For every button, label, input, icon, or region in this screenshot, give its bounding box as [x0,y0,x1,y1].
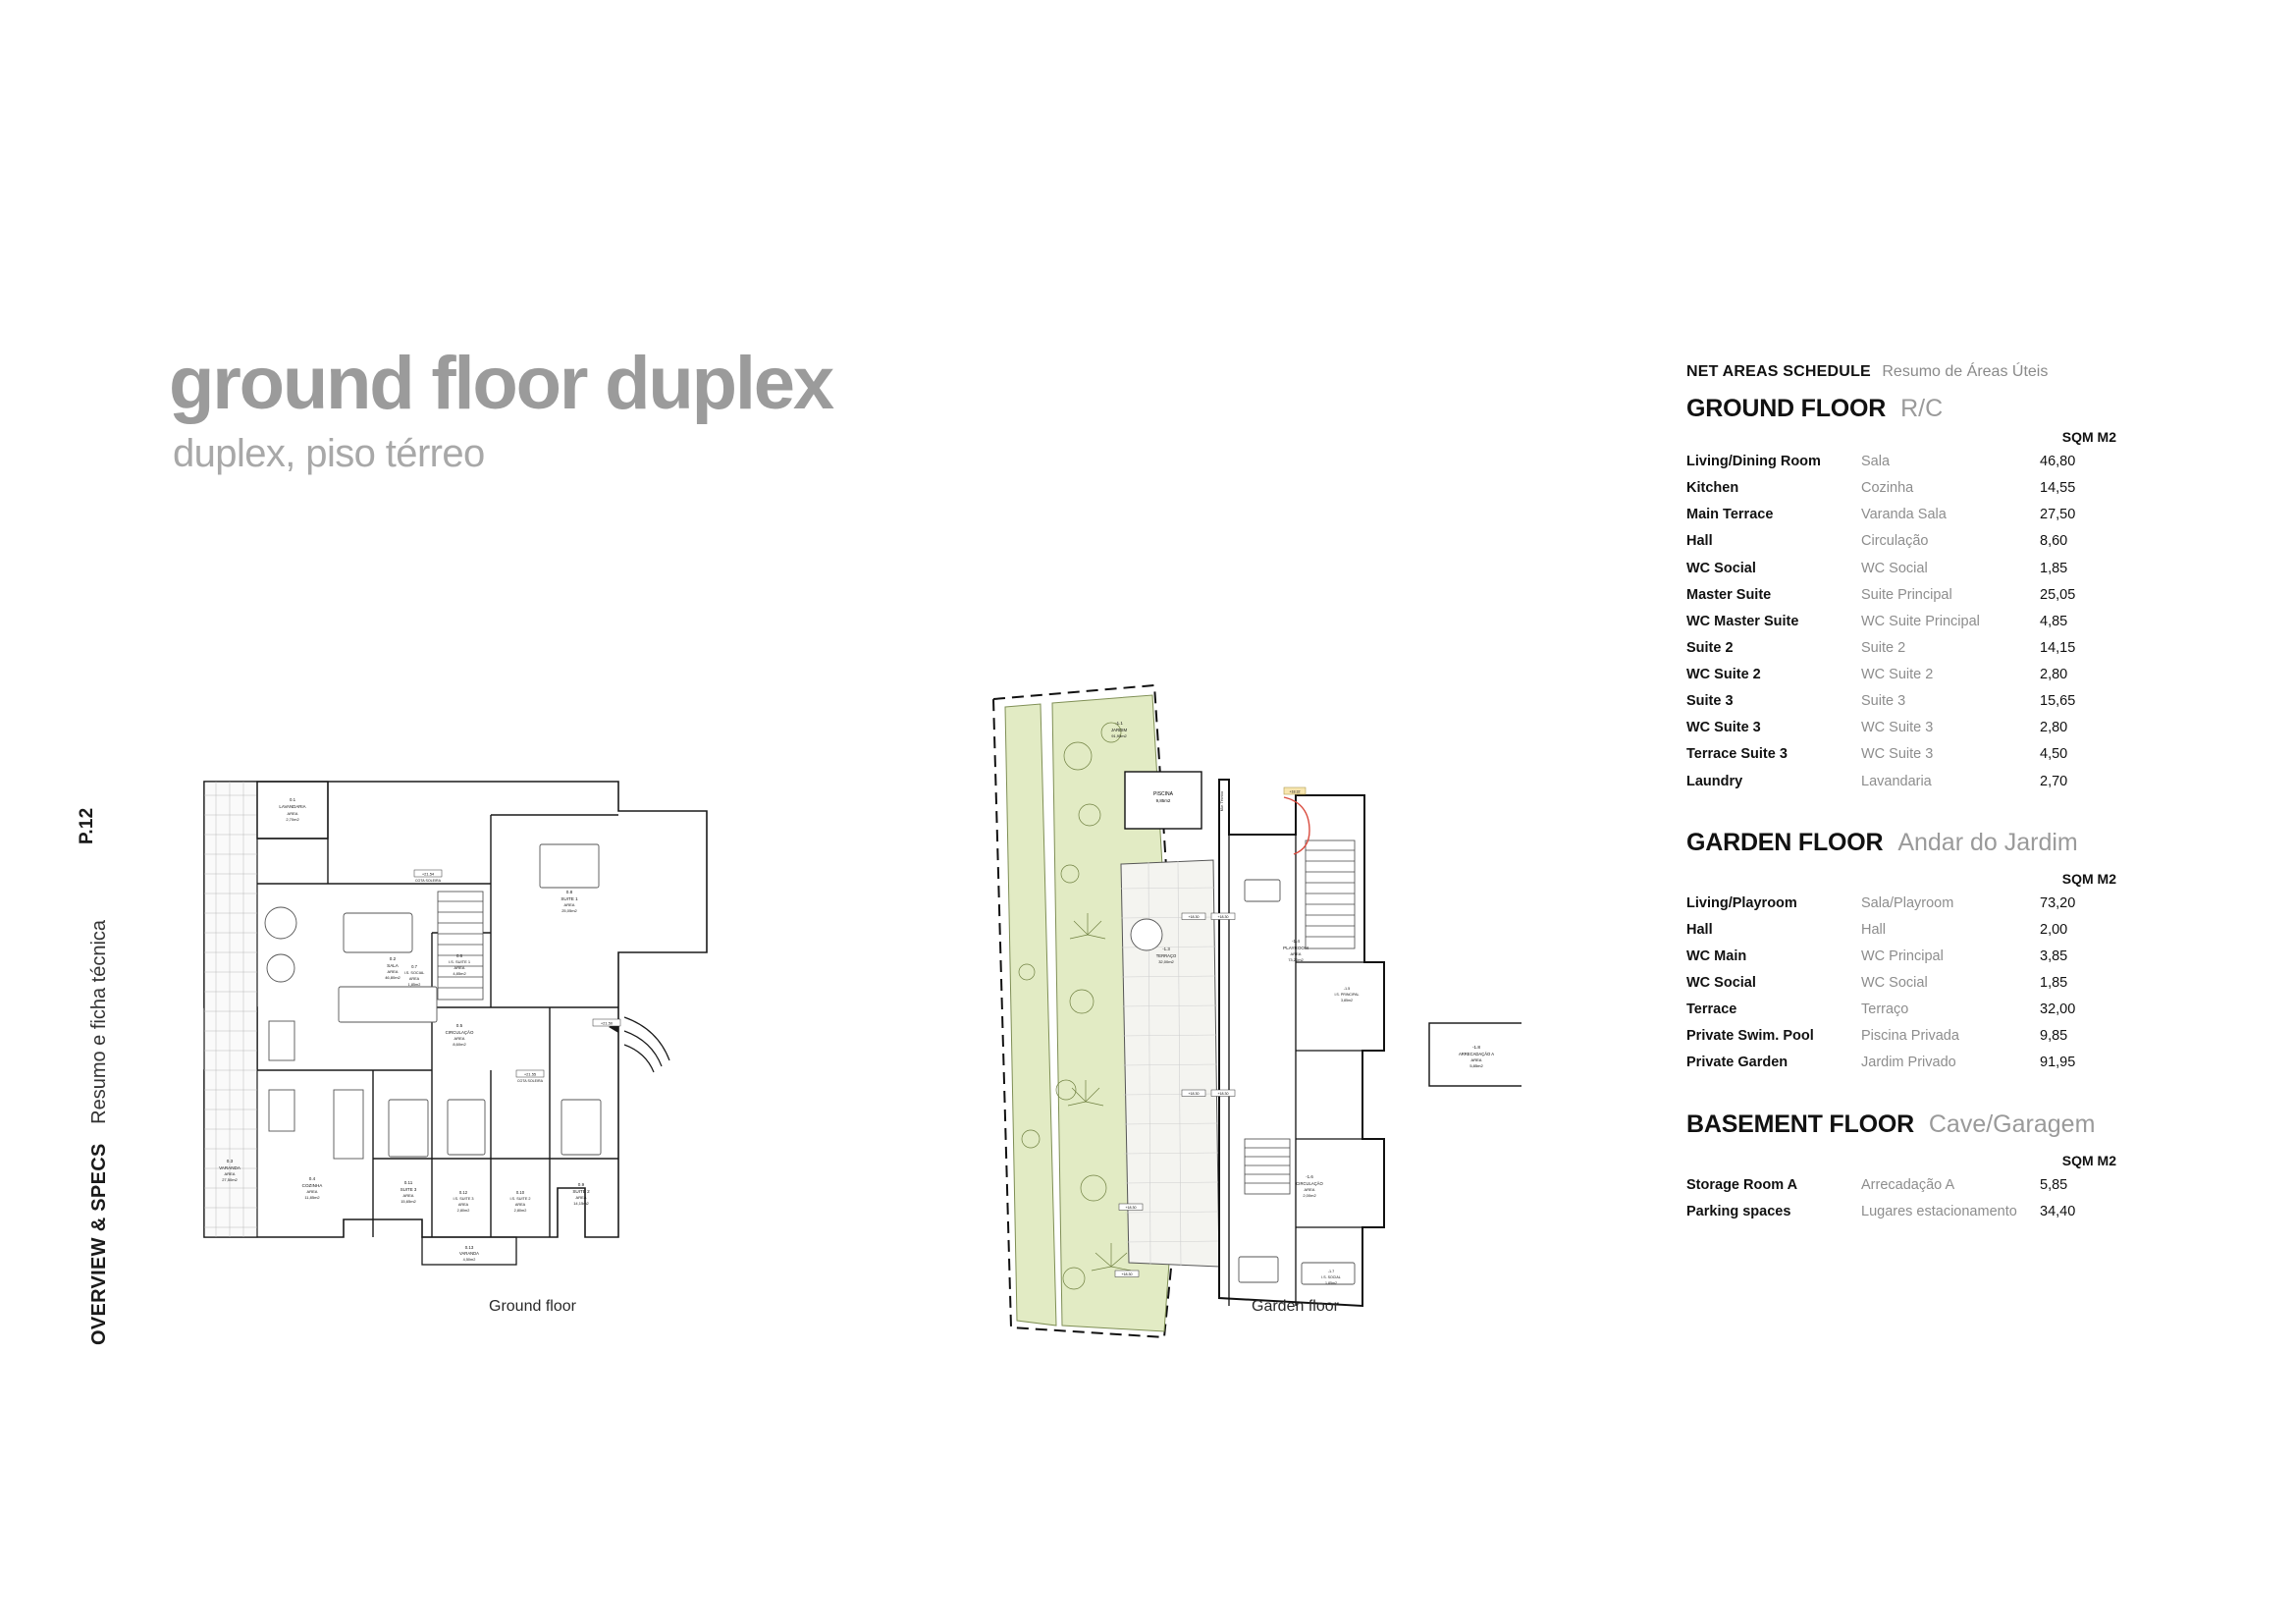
table-row: Living/Playroom Sala/Playroom 73,20 [1686,894,2076,911]
svg-text:I.S. SUITE 1: I.S. SUITE 1 [448,959,471,964]
svg-text:SUITE 3: SUITE 3 [400,1187,417,1192]
svg-text:0.8: 0.8 [565,890,573,894]
svg-text:27,50m2: 27,50m2 [222,1177,238,1182]
svg-text:+21.54: +21.54 [421,871,435,877]
svg-text:+18.30: +18.30 [1217,1092,1229,1096]
svg-text:1,85m2: 1,85m2 [407,983,421,987]
svg-text:TERRAÇO: TERRAÇO [1155,953,1177,958]
svg-text:COTA SOLEIRA: COTA SOLEIRA [414,879,442,883]
svg-text:I.S. SUITE 2: I.S. SUITE 2 [509,1197,531,1201]
svg-text:15,65m2: 15,65m2 [400,1199,416,1204]
svg-text:AREA: AREA [402,1193,414,1198]
svg-text:I.S. SOCIAL: I.S. SOCIAL [403,971,425,975]
svg-text:I.S. SOCIAL: I.S. SOCIAL [1321,1275,1341,1279]
svg-text:32,00m2: 32,00m2 [1158,959,1174,964]
table-row: WC Social WC Social 1,85 [1686,975,2068,991]
table-row: Kitchen Cozinha 14,55 [1686,480,2076,497]
svg-text:CIRCULAÇÃO: CIRCULAÇÃO [1296,1181,1323,1186]
sqm-label-ground: SQM M2 [2061,429,2116,445]
table-row: Hall Circulação 8,60 [1686,533,2068,550]
title-block [169,342,1249,476]
svg-text:-1.4: -1.4 [1292,939,1300,944]
svg-text:-1.1: -1.1 [1115,721,1123,726]
table-row: Main Terrace Varanda Sala 27,50 [1686,507,2076,523]
svg-text:PLAYROOM: PLAYROOM [1283,946,1308,950]
section-title-garden-en: GARDEN FLOOR [1686,828,1884,856]
svg-text:AREA: AREA [1290,951,1302,956]
svg-text:8,60m2: 8,60m2 [453,1042,466,1047]
svg-text:AREA: AREA [575,1195,587,1200]
svg-text:PISCINA: PISCINA [1152,791,1174,797]
svg-text:-1.6: -1.6 [1306,1174,1313,1179]
svg-text:I.S. SUITE 3: I.S. SUITE 3 [453,1197,474,1201]
svg-text:LAVANDARIA: LAVANDARIA [279,804,306,809]
svg-text:-1.8: -1.8 [1472,1045,1480,1050]
svg-text:VARANDA: VARANDA [459,1251,479,1256]
svg-text:I.S. PRINCIPAL: I.S. PRINCIPAL [1334,993,1360,997]
section-title-ground-pt: R/C [1900,395,1944,422]
svg-text:+18.30: +18.30 [1121,1272,1133,1276]
areas-table-garden [1686,891,2158,1077]
svg-text:AREA: AREA [514,1203,526,1207]
svg-text:+18.32: +18.32 [1289,789,1301,794]
svg-text:VARANDA: VARANDA [219,1165,240,1170]
table-row: WC Master Suite WC Suite Principal 4,85 [1686,613,2068,629]
svg-text:11,85m2: 11,85m2 [304,1195,320,1200]
svg-text:9,85m2: 9,85m2 [1155,798,1171,803]
svg-text:AREA: AREA [287,811,298,816]
section-title-garden [1686,829,2158,857]
spacer [1686,795,2158,829]
ground-floor-plan [196,776,825,1267]
svg-text:1,85m2: 1,85m2 [1325,1281,1337,1285]
net-areas-schedule [1686,363,2158,1225]
svg-text:2,70m2: 2,70m2 [286,817,299,822]
svg-text:Mur. Técnico: Mur. Técnico [1220,790,1224,812]
section-title-basement-en: BASEMENT FLOOR [1686,1110,1914,1138]
schedule-header [1686,363,2158,381]
svg-text:25,05m2: 25,05m2 [561,908,577,913]
table-row: Terrace Terraço 32,00 [1686,1001,2076,1018]
svg-text:-1.5: -1.5 [1343,987,1351,991]
left-rail [0,0,128,1624]
svg-text:AREA: AREA [563,902,575,907]
section-label [88,920,111,1345]
section-title-basement [1686,1110,2158,1139]
areas-table-basement [1686,1172,2158,1225]
svg-text:0.3: 0.3 [226,1159,234,1164]
table-row: WC Main WC Principal 3,85 [1686,947,2068,964]
svg-text:0.9: 0.9 [577,1182,585,1187]
table-row: Suite 3 Suite 3 15,65 [1686,693,2076,710]
page-title: ground floor duplex [169,342,832,425]
svg-text:AREA: AREA [224,1171,236,1176]
svg-text:AREA: AREA [306,1189,318,1194]
svg-text:3,85m2: 3,85m2 [1341,999,1353,1002]
table-row: Living/Dining Room Sala 46,80 [1686,454,2076,469]
table-row: Suite 2 Suite 2 14,15 [1686,639,2076,656]
ground-floor-caption: Ground floor [489,1298,576,1315]
garden-floor-plan [972,677,1522,1345]
svg-text:46,80m2: 46,80m2 [385,975,400,980]
table-row: Terrace Suite 3 WC Suite 3 4,50 [1686,746,2068,763]
svg-text:COZINHA: COZINHA [301,1183,323,1188]
table-row: Hall Hall 2,00 [1686,921,2068,938]
sqm-label-basement: SQM M2 [2061,1152,2116,1168]
svg-text:5,85m2: 5,85m2 [1469,1063,1483,1068]
svg-text:0.2: 0.2 [389,956,397,961]
svg-text:+18.30: +18.30 [1188,915,1200,919]
section-title-ground [1686,395,2158,423]
svg-text:-1.3: -1.3 [1162,947,1170,951]
svg-text:0.11: 0.11 [403,1180,413,1185]
page-subtitle: duplex, piso térreo [173,431,485,475]
svg-text:4,50m2: 4,50m2 [462,1258,476,1262]
table-row: WC Suite 3 WC Suite 3 2,80 [1686,720,2068,736]
plan-room-code: 0.1 [289,797,296,802]
svg-text:2,80m2: 2,80m2 [456,1209,470,1213]
svg-text:0.13: 0.13 [464,1245,474,1250]
garden-floor-caption: Garden floor [1252,1298,1339,1315]
section-title-basement-pt: Cave/Garagem [1928,1110,2096,1138]
schedule-header-en: NET AREAS SCHEDULE [1686,363,1871,380]
table-row: Private Garden Jardim Privado 91,95 [1686,1055,2076,1071]
svg-text:CIRCULAÇÃO: CIRCULAÇÃO [445,1030,474,1035]
svg-text:AREA: AREA [454,1036,465,1041]
spacer [1686,1077,2158,1110]
svg-text:0.5: 0.5 [455,1023,463,1028]
table-row: WC Suite 2 WC Suite 2 2,80 [1686,667,2068,682]
section-title-ground-en: GROUND FLOOR [1686,395,1887,422]
schedule-header-pt: Resumo de Áreas Úteis [1882,363,2049,380]
svg-text:+18.30: +18.30 [1188,1092,1200,1096]
svg-text:0.12: 0.12 [458,1190,468,1195]
table-row: WC Social WC Social 1,85 [1686,560,2068,576]
svg-text:COTA SOLEIRA: COTA SOLEIRA [516,1079,544,1083]
table-row: Parking spaces Lugares estacionamento 34,40 [1686,1203,2076,1219]
svg-text:4,85m2: 4,85m2 [453,971,466,976]
areas-table-ground [1686,449,2158,795]
svg-text:JARDIM: JARDIM [1110,728,1128,732]
svg-text:2,00m2: 2,00m2 [1303,1193,1316,1198]
svg-text:+18.30: +18.30 [1217,915,1229,919]
table-row: Master Suite Suite Principal 25,05 [1686,586,2076,603]
page-number: P.12 [77,807,97,844]
svg-text:AREA: AREA [387,969,399,974]
svg-text:73,20m2: 73,20m2 [1288,957,1304,962]
svg-text:+21.50: +21.50 [600,1020,614,1026]
svg-text:+21.55: +21.55 [523,1071,537,1077]
svg-text:+18.30: +18.30 [1125,1206,1137,1210]
section-title-garden-pt: Andar do Jardim [1897,828,2078,856]
svg-text:0.6: 0.6 [455,953,463,958]
svg-text:AREA: AREA [1304,1187,1315,1192]
svg-text:0.7: 0.7 [411,964,417,969]
section-label-en: OVERVIEW & SPECS [88,1143,110,1345]
svg-text:SALA: SALA [387,963,399,968]
svg-text:14,15m2: 14,15m2 [573,1201,589,1206]
svg-text:91,95m2: 91,95m2 [1111,733,1127,738]
table-row: Laundry Lavandaria 2,70 [1686,773,2068,789]
svg-text:2,80m2: 2,80m2 [513,1209,527,1213]
svg-text:SUITE 2: SUITE 2 [572,1189,590,1194]
svg-text:AREA: AREA [454,965,465,970]
svg-text:SUITE 1: SUITE 1 [561,896,578,901]
sqm-label-garden: SQM M2 [2061,870,2116,887]
svg-text:AREA: AREA [457,1203,469,1207]
table-row: Private Swim. Pool Piscina Privada 9,85 [1686,1028,2068,1045]
svg-text:0.4: 0.4 [308,1176,316,1181]
svg-text:-1.7: -1.7 [1327,1270,1335,1273]
svg-text:0.10: 0.10 [515,1190,525,1195]
svg-text:ARRECADAÇÃO A: ARRECADAÇÃO A [1458,1052,1495,1056]
table-row: Storage Room A Arrecadação A 5,85 [1686,1176,2068,1193]
svg-text:AREA: AREA [1470,1057,1482,1062]
section-label-pt: Resumo e ficha técnica [88,919,110,1124]
svg-text:AREA: AREA [408,977,420,981]
